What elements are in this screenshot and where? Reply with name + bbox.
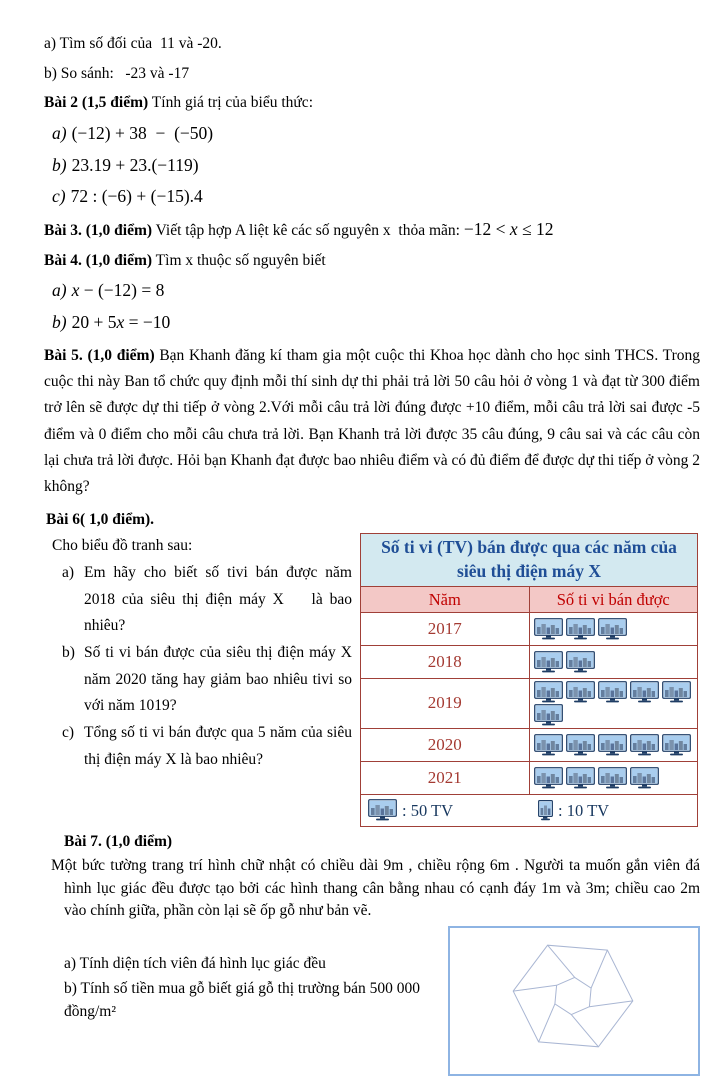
tv-small-icon	[538, 800, 553, 821]
item-label: b)	[62, 643, 75, 661]
item-label: a)	[62, 563, 75, 581]
math-post: = −10	[124, 311, 171, 332]
tv-table-row	[361, 678, 698, 728]
bai6-questions	[44, 533, 356, 826]
tv-icon	[534, 734, 563, 756]
math-var: x	[116, 311, 125, 332]
expr-body: (−12) + 38 − (−50)	[71, 123, 214, 144]
bai3-condition	[464, 219, 554, 239]
bai6-section	[44, 533, 700, 826]
legend-label-large: : 50 TV	[402, 800, 454, 820]
bai2-expression-c	[52, 185, 700, 209]
table-title: Số ti vi (TV) bán được qua các năm của siêu thị điện máy X	[361, 534, 698, 586]
bai5-text: Bạn Khanh đăng kí tham gia một cuộc thi Khoa học dành cho học sinh THCS. Trong cuộc thi này Ban tổ chức quy định mỗi thí sinh dự thi phải trả lời 50 câu hỏi ở vòng 1 và đạt từ 300 điểm trở lên sẽ được dự thi tiếp ở vòng 2.Với mỗi câu trả lời đúng được +10 điểm, mỗi câu trả lời sai được -5 điểm và 0 điểm cho mỗi câu chưa trả lời. Bạn Khanh trả lời được 35 câu đúng, 9 câu sai và các câu còn lại chưa trả lời được. Hỏi bạn Khanh đạt được bao nhiêu điểm và có đủ điểm để được dự thi tiếp ở vòng 2 không?	[44, 346, 704, 496]
bai6-item-c	[62, 720, 356, 773]
expr-label: c)	[52, 186, 66, 207]
hexagon-diagram-frame	[448, 926, 700, 1076]
bai6-item-a	[62, 560, 356, 640]
tv-icon	[630, 734, 659, 756]
bai7-section	[44, 831, 704, 1076]
bai6-title: Bài 6( 1,0 điểm).	[46, 510, 155, 528]
expr-body: 72 : (−6) + (−15).4	[70, 186, 203, 207]
bai7-questions	[44, 926, 424, 1076]
math-pre: 20 + 5	[71, 311, 117, 332]
bai2-heading	[44, 92, 700, 114]
math-pre: −12 <	[463, 218, 510, 239]
bai7-title: Bài 7. (1,0 điểm)	[64, 832, 173, 850]
legend-label-small: : 10 TV	[558, 800, 610, 820]
table-title-row	[361, 534, 698, 586]
tv-icon	[534, 767, 563, 789]
bai2-desc: Tính giá trị của biểu thức:	[151, 94, 313, 112]
column-year: Năm	[361, 586, 530, 612]
bai3-desc: Viết tập hợp A liệt kê các số nguyên x thỏa mãn:	[155, 221, 460, 239]
pictograph-legend	[367, 799, 691, 822]
tv-icon	[598, 767, 627, 789]
bai6-intro: Cho biểu đồ tranh sau:	[52, 537, 193, 555]
bai7-item-a: a) Tính diện tích viên đá hình lục giác đều	[64, 954, 326, 972]
tv-icon	[630, 681, 659, 703]
tv-icon	[566, 767, 595, 789]
table-header-row	[361, 586, 698, 612]
tv-icon	[598, 618, 627, 640]
bai4-title: Bài 4. (1,0 điểm)	[44, 251, 153, 269]
tv-icon	[630, 767, 659, 789]
bai2-title: Bài 2 (1,5 điểm)	[44, 94, 149, 112]
tv-table-row	[361, 645, 698, 678]
tv-icon	[566, 618, 595, 640]
item-text: Em hãy cho biết số tivi bán được năm 2018 của siêu thị điện máy X là bao nhiêu?	[84, 563, 356, 635]
bai2-expression-b	[52, 154, 700, 178]
bai7-item-b: b) Tính số tiền mua gỗ biết giá gỗ thị trường bán 500 000 đồng/m²	[64, 979, 424, 1021]
bai2-expression-a	[52, 122, 700, 146]
intro-item-b: b) So sánh: -23 và -17	[44, 64, 190, 82]
math-var: x	[71, 280, 80, 301]
tv-icon	[598, 734, 627, 756]
legend-small	[537, 799, 609, 822]
math-post: − (−12) = 8	[79, 280, 165, 301]
year-label: 2017	[361, 612, 530, 645]
tv-icon	[534, 681, 563, 703]
math-var: x	[509, 218, 518, 239]
tv-icons	[529, 728, 698, 761]
bai3-title: Bài 3. (1,0 điểm)	[44, 221, 153, 239]
bai5-paragraph	[44, 343, 704, 501]
tv-icon	[534, 651, 563, 673]
tv-icon	[566, 651, 595, 673]
tv-icon	[662, 681, 691, 703]
tv-icon	[534, 618, 563, 640]
year-label: 2019	[361, 678, 530, 728]
legend-row	[361, 794, 698, 826]
item-text: Tổng số ti vi bán được qua 5 năm của siêu thị điện máy X là bao nhiêu?	[84, 723, 356, 768]
bai7-text: Một bức tường trang trí hình chữ nhật có chiều dài 9m , chiều rộng 6m . Người ta muốn gắn viên đá hình lục giác đều được tạo bởi các hình thang cân bằng nhau có cạnh đáy 1m và 3m; chiều cao 2m vào chính giữa, phần còn lại sẽ ốp gỗ như bản vẽ.	[51, 857, 704, 920]
expr-label: a)	[52, 123, 67, 144]
expr-label: a)	[52, 280, 67, 301]
tv-icon	[662, 734, 691, 756]
tv-icons	[529, 678, 698, 728]
column-count: Số ti vi bán được	[529, 586, 698, 612]
bai4-desc: Tìm x thuộc số nguyên biết	[155, 251, 326, 269]
tv-table-body	[361, 612, 698, 794]
expr-label: b)	[52, 154, 67, 175]
year-label: 2021	[361, 761, 530, 794]
tv-icons	[529, 761, 698, 794]
tv-table-row	[361, 761, 698, 794]
bai6-item-b	[62, 640, 356, 720]
bai5-title: Bài 5. (1,0 điểm)	[44, 346, 155, 364]
year-label: 2018	[361, 645, 530, 678]
tv-icon	[566, 681, 595, 703]
math-post: ≤ 12	[517, 218, 554, 239]
item-text: Số ti vi bán được của siêu thị điện máy X năm 2020 tăng hay giảm bao nhiêu tivi so với năm 1019?	[84, 643, 356, 715]
bai3-heading	[44, 217, 700, 242]
tv-icon	[566, 734, 595, 756]
tv-icons	[529, 645, 698, 678]
bai4-equation-a	[52, 279, 700, 303]
bai4-heading	[44, 250, 700, 272]
intro-item-a: a) Tìm số đối của 11 và -20.	[44, 35, 222, 52]
item-label: c)	[62, 723, 75, 741]
tv-table-row	[361, 728, 698, 761]
tv-icons	[529, 612, 698, 645]
expr-body: 23.19 + 23.(−119)	[71, 154, 199, 175]
tv-large-icon	[368, 799, 397, 821]
tv-icon	[534, 704, 563, 726]
legend-large	[367, 799, 453, 822]
expr-label: b)	[52, 311, 67, 332]
tv-icon	[598, 681, 627, 703]
tv-table-row	[361, 612, 698, 645]
year-label: 2020	[361, 728, 530, 761]
bai4-equation-b	[52, 311, 700, 335]
tv-pictograph-table	[360, 533, 698, 826]
hexagon-trapezoid-figure	[450, 928, 698, 1070]
